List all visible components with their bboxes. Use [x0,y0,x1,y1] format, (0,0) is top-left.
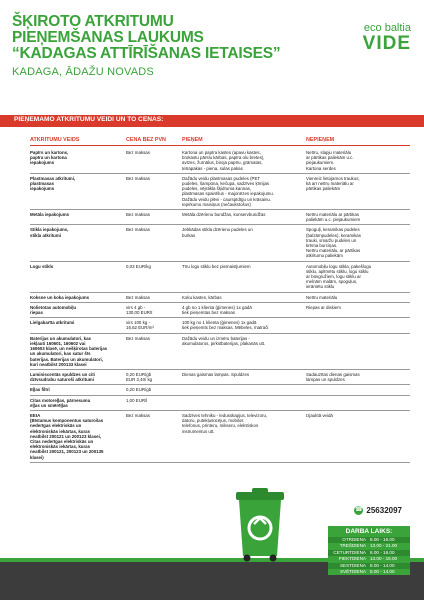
hours-day: CETURTDIENA [333,549,366,555]
table-row [30,262,410,293]
table-row [30,293,410,303]
cell-accepted: 4 gb no 1 klienta (ģimenes) 1x gadā tiek pieņemtas bez maksas [182,304,252,316]
cell-accepted: Dažādu veidu un izmēru baterijas - akumulatoros, pirkstbaterijas, plakanās utt. [182,335,266,346]
cell-not-accepted: Vienreiz lietojamos traukus, kā arī netīru materiālu ar pārtikas paliekām [306,175,360,192]
cell-type: Eļļas filtri [30,387,50,393]
phone-contact [354,506,402,515]
table-row [30,225,410,261]
cell-type: Nolietotas automobiļu riepas [30,304,77,316]
cell-type: Plastmasas atkritumi, plastmasas iepakojums [30,175,76,192]
table-row [30,148,410,174]
cell-not-accepted [306,320,410,330]
cell-accepted [182,398,306,408]
cell-price: Bez maksas [126,212,150,218]
eco-baltia-vide-logo [363,22,411,54]
cell-accepted: Dienas gaismas lampas. Spuldzes [182,371,250,377]
cell-not-accepted: Izjauktā veidā [306,412,333,418]
cell-accepted: Koku kastes, kārbas [182,294,222,300]
table-body [30,148,410,463]
table-row [30,210,410,225]
cell-not-accepted: Spoguļi, keramikas pudeles (balzāmpudeles), keramikas trauki, smaržu pudeles un krēma burciņas. Netīru materiālu, ar pārtikas atkritumu paliekām [306,227,361,259]
table-row [30,174,410,210]
cell-accepted [182,387,306,392]
cell-accepted: Sadzīves tehniku - ledusskapjus, televizoru, datoru, putekļusūcējus, mobilos telefonus, printeru, mikseru, elektriskos instrumentus utt. [182,412,268,434]
column-header-type: ATKRITUMU VEIDS [30,137,80,143]
cell-type: Stikla iepakojums, stikla atkritumi [30,227,69,238]
cell-not-accepted: Netīru materiālu ar pārtikas paliekām u.c. piejaukumiem [306,212,361,223]
table-header [30,137,410,146]
cell-price: Bez maksas [126,335,150,341]
banner-text: PIEŅEMAMO ATKRITUMU VEIDI UN TO CENAS: [14,116,164,123]
table-row [30,318,410,333]
cell-not-accepted: Riepas ar diskiem [306,304,341,310]
hours-row [328,569,410,575]
cell-price: 1,00 EUR/l [126,397,148,403]
cell-price: 0,20 EUR/gb [126,387,152,393]
cell-not-accepted [306,336,410,367]
cell-price: 0,20 EUR/gb EUR 2,40/ kg [126,371,153,383]
logo-brand-text: VIDE [362,33,411,54]
column-header-accepted: PIEŅEM [182,137,203,143]
cell-not-accepted: Sadauzītas dienas gaismas lampas un spuldzes [306,371,360,383]
hours-time: 13.00 - 19.00 [370,556,398,562]
cell-accepted: 100 kg no 1 klienta (ģimenes) 1x gadā tiek pieņemts bez maksas. Mēbeles, matrači [182,320,269,331]
cell-type: Papīrs un kartons, papīra un kartona iepakojums [30,150,69,166]
logo-eco-text: eco baltia [363,22,411,34]
cell-price: virs 4 gb - 130,00 EUR/t [126,304,153,316]
hours-time: 8.00 - 14.00 [370,562,395,568]
cell-price: Bez maksas [126,150,150,155]
hours-list [328,537,410,575]
column-header-not-accepted: NEPIEŅEM [306,137,335,143]
cell-not-accepted [306,398,410,408]
cell-type: Metāla iepakojums [30,212,70,218]
cell-accepted: Dažādu veidu plastmasas pudeles (PET pudeles, šampūna, kečupa, sadzīves ķīmijas pudeles, vējstikla šķidruma kannas, plastmasas spainīšus - majonēzes iepakojumu. Dažādu veidu plēvi - caurspīdīgu un krāsainu. Iepirkumu maisiņus (nečaukstošos) [182,175,275,207]
waste-price-table [30,137,410,463]
cell-type: Lielgabarīta atkritumi [30,320,75,326]
cell-accepted: Jebkādas stikla dzērienu pudeles un burkas [182,227,253,238]
cell-price: Bez maksas [126,412,150,418]
cell-price: virs 100 kg - 16,62 EUR/m³ [126,320,154,331]
cell-price: Bez maksas [126,294,150,300]
hours-day: SESTDIENA [339,562,366,568]
title-line-3: “KADAGAS ATTĪRĪŠANAS IETAISES” [12,45,281,62]
column-header-price: CENA BEZ PVN [126,137,166,143]
table-row [30,411,410,463]
cell-type: EEIA (Bīstamus komponentus saturošas nederīgas elektriskās un elektroniskās iekārtas, kuras neatbilst 200121 un 200123 klasei, Citas nederīgas elektriskās un elektroniskās iekārtas, kuras neatbilst 200121, 200123 un 200135 klasei) [30,412,104,460]
hours-time: 8.00 - 16.00 [370,549,395,555]
cell-not-accepted [306,387,410,392]
title-line-1: ŠĶIROTO ATKRITUMU [12,13,174,30]
opening-hours [328,526,410,575]
phone-number: 25632097 [366,506,402,515]
hours-day: PIEKTDIENA [338,556,366,562]
cell-not-accepted: Netīru materiālu [306,294,338,300]
cell-type: Citas motoreļļas, pārnesumu eļļas un smērēļļas [30,397,91,408]
cell-accepted: Tīru logu stiklu bez piemaisījumiem [182,263,251,269]
page-title [12,14,312,78]
hours-title: DARBA LAIKS: [328,526,410,537]
table-row [30,385,410,395]
table-row [30,396,410,411]
hours-day: SVĒTDIENA [339,569,366,575]
cell-not-accepted: Netīru, slapju materiālu ar pārtikas paliekām u.c. piejaukumiem. Kartona serdes [306,150,354,171]
cell-type: Luminiscentās spuldzes un citi dzīvsudrabu saturoši atkritumi [30,371,95,383]
hours-time: 8.00 - 16.00 [370,537,395,542]
table-row [30,334,410,370]
hours-time: 8.00 - 14.00 [370,569,395,575]
cell-type: Koksne un koka iepakojums [30,294,90,300]
cell-type: Baterijas un akumulatori, kas iekļauti 160601, 160602 vai 160603 klasē, un nešķirotas baterijas un akumulatori, kas satur šīs baterijas. Baterijas un akumulatori, kuri neatbilst 200133 klasei [30,335,108,367]
section-banner [0,115,424,127]
subtitle: KADAGA, ĀDAŽU NOVADS [12,66,154,78]
cell-price: Bez maksas [126,227,150,233]
cell-type: Logu stikls [30,263,54,269]
cell-not-accepted: Automobiļu logu stikla, pakešlogu stiklu, aplīmētu stiklu, logu stiklu ar būvgružiem, logu stiklu ar melnām malām, spoguļus, ierāmētu stiklu [306,263,372,290]
cell-price: Bez maksas [126,175,150,181]
table-row [30,370,410,385]
title-line-2: PIEŅEMŠANAS LAUKUMS [12,29,204,46]
hours-day: OTRDIENA [342,537,366,542]
hours-time: 13.00 - 21.00 [370,543,398,549]
recycling-bin-icon [232,486,288,562]
cell-price: 0,03 EUR/kg [126,263,151,269]
phone-icon: ☎ [355,507,363,513]
cell-accepted: Kartona un papīra kastes (apavu kastes, brokastu pārslu kārbas, papīra olu bretes), avīzes, žurnālus, biroja papīru, grāmatas, tetrapakas - piena, sulas pakas [182,150,265,171]
cell-accepted: Metāla dzērienu bundžas, konservbundžas [182,212,266,218]
table-row [30,303,410,318]
hours-day: TREŠDIENA [339,543,366,549]
